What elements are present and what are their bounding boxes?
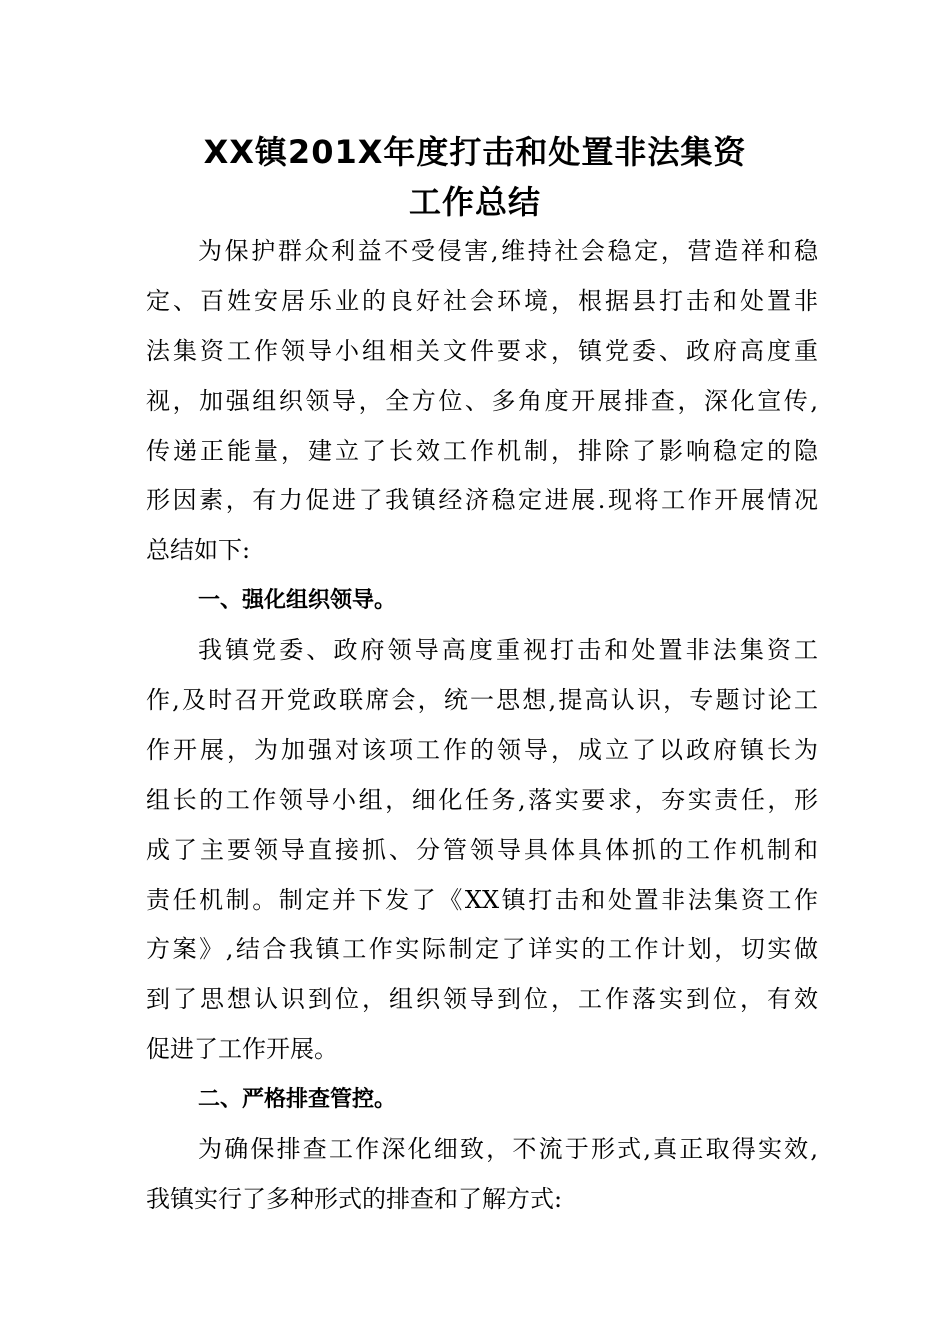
paragraph-intro-line: 传递正能量，建立了长效工作机制，排除了影响稳定的隐 (146, 436, 818, 465)
paragraph-intro-line: 总结如下: (146, 536, 251, 565)
paragraph-section-1-line: 成了主要领导直接抓、分管领导具体具体抓的工作机制和 (146, 835, 818, 864)
paragraph-section-1-line: 作开展，为加强对该项工作的领导，成立了以政府镇长为 (146, 735, 818, 764)
paragraph-section-2-line: 为确保排查工作深化细致，不流于形式,真正取得实效, (198, 1135, 818, 1164)
paragraph-section-1-line: 促进了工作开展。 (146, 1035, 338, 1064)
paragraph-intro-line: 视，加强组织领导，全方位、多角度开展排查，深化宣传, (146, 386, 818, 415)
paragraph-intro-line: 法集资工作领导小组相关文件要求，镇党委、政府高度重 (146, 336, 818, 365)
paragraph-section-1-line: 责任机制。制定并下发了《XX镇打击和处置非法集资工作 (146, 885, 818, 914)
document-body (146, 227, 818, 1225)
section-heading-2: 二、严格排查管控。 (198, 1087, 397, 1113)
paragraph-intro-line: 为保护群众利益不受侵害,维持社会稳定，营造祥和稳 (198, 237, 818, 265)
paragraph-section-1-line: 我镇党委、政府领导高度重视打击和处置非法集资工 (198, 636, 818, 665)
section-heading-1: 一、强化组织领导。 (198, 588, 397, 614)
paragraph-section-1-line: 作,及时召开党政联席会，统一思想,提高认识，专题讨论工 (146, 686, 818, 715)
paragraph-section-2-line: 我镇实行了多种形式的排查和了解方式: (146, 1184, 563, 1213)
paragraph-section-1-line: 到了思想认识到位，组织领导到位，工作落实到位，有效 (146, 985, 818, 1014)
paragraph-intro-line: 形因素，有力促进了我镇经济稳定进展.现将工作开展情况 (146, 486, 818, 515)
document-title-line-2: 工作总结 (408, 183, 541, 221)
paragraph-intro-line: 定、百姓安居乐业的良好社会环境，根据县打击和处置非 (146, 286, 818, 315)
document-title-line-1: XX镇201X年度打击和处置非法集资 (203, 133, 747, 171)
paragraph-section-1-line: 组长的工作领导小组，细化任务,落实要求，夯实责任，形 (146, 785, 818, 814)
paragraph-section-1-line: 方案》,结合我镇工作实际制定了详实的工作计划，切实做 (146, 935, 818, 964)
